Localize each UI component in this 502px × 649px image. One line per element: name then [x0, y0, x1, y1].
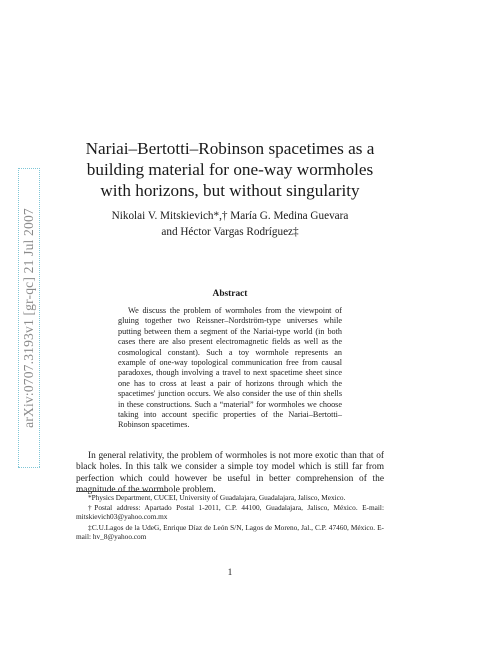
intro-paragraph: In general relativity, the problem of wormholes is not more exotic than that of black holes. In this talk we consider a simple toy model which is still far from perfection which could however be useful in better comprehension of the magnitude of the wormhole problem. — [76, 451, 384, 495]
footnote-rule — [76, 491, 168, 492]
author-list — [76, 209, 384, 240]
paper-title: Nariai–Bertotti–Robinson spacetimes as a building material for one-way wormholes with horizons, but without singularity — [85, 139, 375, 200]
arxiv-stamp-text: arXiv:0707.3193v1 [gr-qc] 21 Jul 2007 — [18, 168, 40, 468]
page-number: 1 — [227, 568, 233, 578]
abstract-heading: Abstract — [212, 289, 248, 299]
footnote-1: *Physics Department, CUCEI, University of Guadalajara, Guadalajara, Jalisco, Mexico. — [88, 493, 346, 502]
footnote-3: ‡C.U.Lagos de la UdeG, Enrique Díaz de León S/N, Lagos de Moreno, Jal., C.P. 47460, México. E-mail: hv_8@yahoo.com — [76, 522, 384, 541]
author-line-1: Nikolai V. Mitskievich*,† María G. Medina Guevara — [111, 210, 349, 222]
author-line-2: and Héctor Vargas Rodríguez‡ — [161, 225, 299, 238]
footnotes — [76, 493, 384, 542]
arxiv-side-stamp — [18, 168, 40, 468]
footnote-2: †Postal address: Apartado Postal 1-2011, C.P. 44100, Guadalajara, Jalisco, México. E-mail: mitskievich03@yahoo.com.mx — [76, 503, 384, 522]
abstract-text: We discuss the problem of wormholes from the viewpoint of gluing together two Reissner–Nordström-type universes while putting between them a segment of the Nariai-type world (in both cases there are also present electromagnetic fields as well as the cosmological constant). Such a toy wormhole represents an example of one-way topological communication free from causal paradoxes, though involving a travel to next spacetime sheet since one has to cross at least a pair of horizons through which the spacetimes' junction occurs. We also consider the use of thin shells in these constructions. Such a “material” for wormholes we choose taking into account specific properties of the Nariai–Bertotti–Robinson spacetimes. — [118, 306, 342, 430]
